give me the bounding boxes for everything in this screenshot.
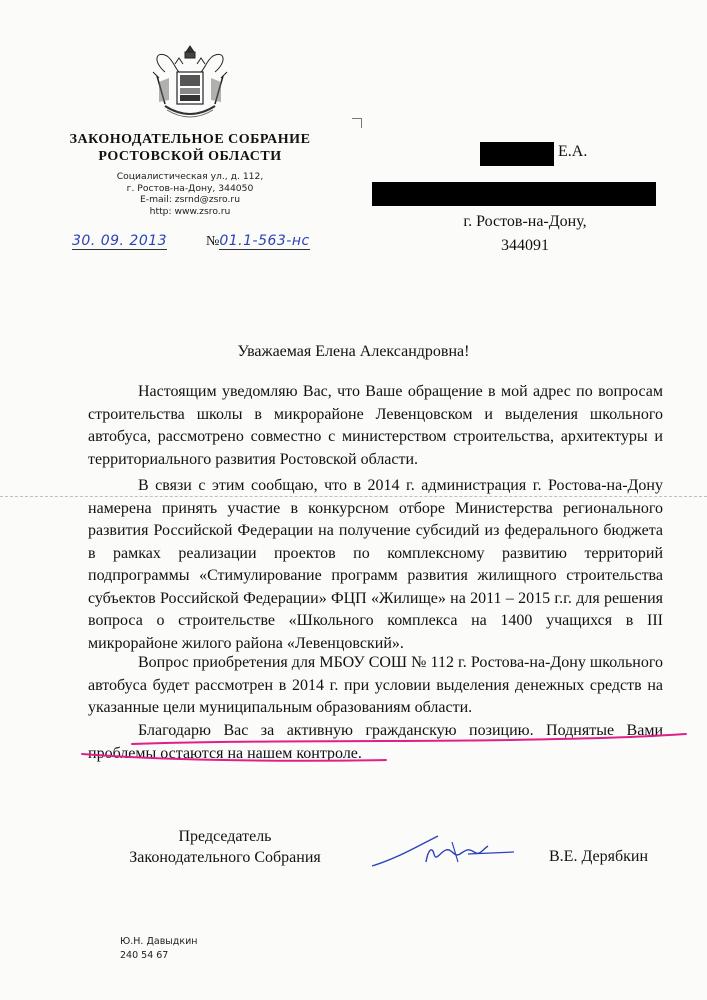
- executor-name: Ю.Н. Давыдкин: [120, 936, 198, 947]
- organization-address: [40, 171, 340, 217]
- address-corner-mark: [352, 118, 362, 128]
- address-line2: г. Ростов-на-Дону, 344050: [126, 182, 254, 194]
- address-line1: Социалистическая ул., д. 112,: [116, 171, 264, 182]
- recipient-postcode: 344091: [501, 237, 549, 254]
- paragraph-1: Настоящим уведомляю Вас, что Ваше обращение в мой адрес по вопросам строительства школы в микрорайоне Левенцовском и выделения школьного автобуса, рассмотрено совместно с министерством строительства, архитектуры и территориального развития Ростовской области.: [88, 383, 663, 468]
- outgoing-number: [206, 232, 310, 250]
- executor-phone: 240 54 67: [120, 950, 169, 961]
- outgoing-date: [72, 232, 167, 250]
- signatory-title-line2: Законодательного Собрания: [129, 849, 321, 866]
- highlight-underline-1: [130, 730, 690, 750]
- signatory-name: В.Е. Дерябкин: [549, 848, 649, 865]
- org-name-line1: ЗАКОНОДАТЕЛЬНОЕ СОБРАНИЕ: [69, 132, 311, 147]
- paragraph-3: Вопрос приобретения для МБОУ СОШ № 112 г. Ростова-на-Дону школьного автобуса будет рассмотрен в 2014 г. при условии выделения денежных средств на указанные цели муниципальным образованиям области.: [88, 654, 663, 716]
- number-handwritten: 01.1-563-нс: [219, 233, 310, 249]
- executor-block: [120, 935, 198, 963]
- number-sign: №: [206, 234, 220, 249]
- handwritten-signature: [368, 832, 518, 872]
- date-handwritten: 30. 09. 2013: [72, 233, 168, 249]
- signatory-title: [105, 826, 345, 868]
- redaction-address: [372, 182, 656, 206]
- signatory-title-line1: Председатель: [178, 828, 272, 845]
- website-line: http: www.zsro.ru: [149, 205, 231, 217]
- recipient-city-block: [395, 210, 655, 258]
- paragraph-2: В связи с этим сообщаю, что в 2014 г. администрация г. Ростова-на-Дону намерена принять участие в конкурсном отборе Министерства регионального развития Российской Федерации на получение субсидий из федерального бюджета в рамках реализации проектов по комплексному развитию территорий подпрограммы «Стимулирование программ развития жилищного строительства субъектов Российской Федерации» ФЦП «Жилище» на 2011 – 2015 г.г. для решения вопроса о строительстве «Школьного комплекса на 1400 учащихся в III микрорайоне жилого района «Левенцовский».: [88, 477, 663, 652]
- redaction-surname: [480, 142, 554, 166]
- recipient-initials: Е.А.: [558, 143, 588, 160]
- coat-of-arms-emblem: [145, 42, 235, 124]
- salutation: Уважаемая Елена Александровна!: [237, 343, 470, 360]
- org-name-line2: РОСТОВСКОЙ ОБЛАСТИ: [98, 149, 282, 164]
- recipient-city: г. Ростов-на-Дону,: [463, 213, 587, 230]
- organization-name: [40, 131, 340, 165]
- highlight-underline-2: [80, 750, 390, 766]
- email-line: E-mail: zsrnd@zsro.ru: [139, 194, 241, 205]
- paragraph-4: Благодарю Вас за активную гражданскую позицию. Поднятые Вами проблемы остаются на нашем контроле.: [88, 722, 663, 762]
